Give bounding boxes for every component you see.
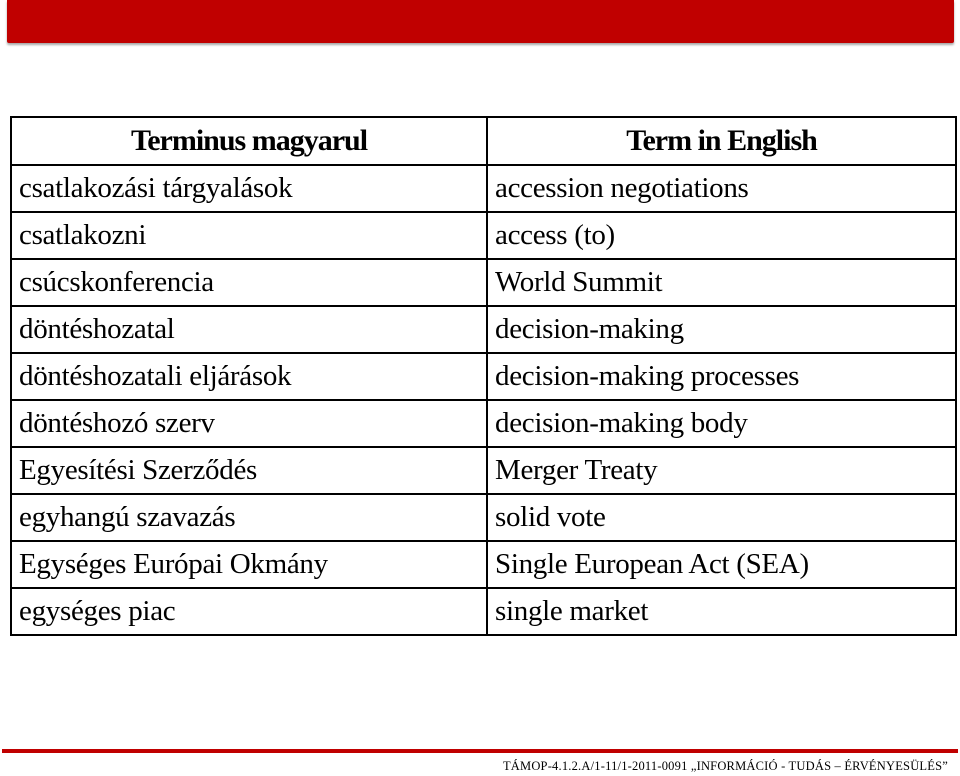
hungarian-term: csúcskonferencia [11, 259, 487, 306]
hungarian-term: egységes piac [11, 588, 487, 635]
table-row [11, 588, 956, 635]
english-term: decision-making processes [487, 353, 956, 400]
table-row [11, 165, 956, 212]
table-row [11, 353, 956, 400]
footer-project-text: TÁMOP-4.1.2.A/1-11/1-2011-0091 „INFORMÁCIÓ - TUDÁS – ÉRVÉNYESÜLÉS” [502, 759, 948, 773]
header-english: Term in English [487, 117, 956, 165]
table-row [11, 541, 956, 588]
table-row [11, 212, 956, 259]
footer-divider [2, 749, 958, 753]
table-row [11, 494, 956, 541]
table-row [11, 447, 956, 494]
english-term: decision-making body [487, 400, 956, 447]
english-term: Merger Treaty [487, 447, 956, 494]
english-term: access (to) [487, 212, 956, 259]
hungarian-term: csatlakozni [11, 212, 487, 259]
table-row [11, 306, 956, 353]
header-banner [7, 0, 954, 43]
hungarian-term: döntéshozatali eljárások [11, 353, 487, 400]
hungarian-term: döntéshozó szerv [11, 400, 487, 447]
english-term: decision-making [487, 306, 956, 353]
hungarian-term: döntéshozatal [11, 306, 487, 353]
glossary-table [10, 116, 957, 636]
hungarian-term: Egyesítési Szerződés [11, 447, 487, 494]
table-row [11, 400, 956, 447]
hungarian-term: csatlakozási tárgyalások [11, 165, 487, 212]
table-row [11, 259, 956, 306]
english-term: Single European Act (SEA) [487, 541, 956, 588]
hungarian-term: egyhangú szavazás [11, 494, 487, 541]
header-hungarian: Terminus magyarul [11, 117, 487, 165]
hungarian-term: Egységes Európai Okmány [11, 541, 487, 588]
table-header-row [11, 117, 956, 165]
english-term: accession negotiations [487, 165, 956, 212]
english-term: solid vote [487, 494, 956, 541]
english-term: single market [487, 588, 956, 635]
english-term: World Summit [487, 259, 956, 306]
